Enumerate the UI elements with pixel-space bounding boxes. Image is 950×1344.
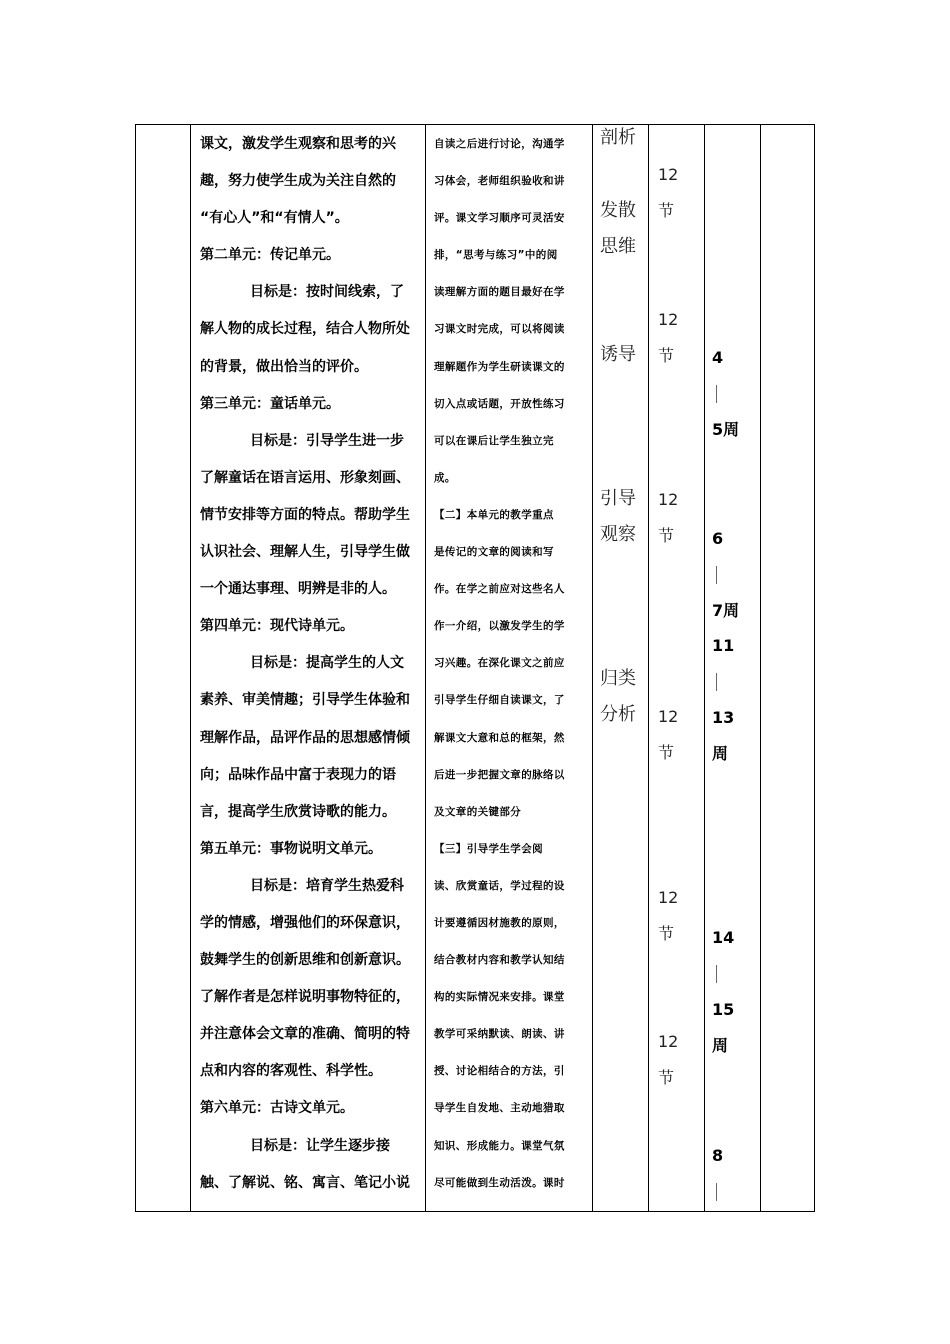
method-line: 导学生自发地、主动地猎取 bbox=[434, 1102, 565, 1115]
method-line: 可以在课后让学生独立完 bbox=[434, 434, 554, 447]
column-divider bbox=[704, 124, 705, 1212]
strategy-item: 发散 思维 bbox=[600, 200, 636, 257]
unit-heading: 第二单元：传记单元。 bbox=[200, 247, 340, 264]
column-divider bbox=[592, 124, 593, 1212]
method-line: 构的实际情况来安排。课堂 bbox=[434, 991, 565, 1004]
method-line: 读、欣赏童话，学过程的设 bbox=[434, 879, 565, 892]
strategy-item: 剖析 bbox=[600, 127, 636, 148]
goal-line: 一个通达事理、明辨是非的人。 bbox=[200, 581, 396, 598]
goal-line: 向；品味作品中富于表现力的语 bbox=[200, 766, 396, 783]
unit-heading: 第六单元：古诗文单元。 bbox=[200, 1100, 354, 1117]
method-line: 尽可能做到生动活泼。课时 bbox=[434, 1176, 565, 1189]
column-divider bbox=[425, 124, 426, 1212]
method-line: 读理解方面的题目最好在学 bbox=[434, 286, 565, 299]
unit-heading: 第三单元：童话单元。 bbox=[200, 395, 340, 412]
hours-item: 12 节 bbox=[658, 888, 679, 943]
range-divider bbox=[716, 1183, 717, 1201]
hours-item: 12 节 bbox=[658, 310, 679, 365]
method-line: 习体会，老师组织验收和讲 bbox=[434, 175, 565, 188]
method-line: 后进一步把握文章的脉络以 bbox=[434, 768, 565, 781]
range-divider bbox=[716, 385, 717, 403]
weeks-item: 6 7周 bbox=[712, 529, 740, 620]
unit-heading: 第四单元：现代诗单元。 bbox=[200, 618, 354, 635]
goal-line: 趣，努力使学生成为关注自然的 bbox=[200, 173, 396, 190]
method-line: 【二】本单元的教学重点 bbox=[434, 508, 554, 521]
method-line: 是传记的文章的阅读和写 bbox=[434, 546, 554, 559]
column-divider bbox=[190, 124, 191, 1212]
weeks-item: 11 13 周 bbox=[712, 636, 735, 763]
range-divider bbox=[716, 965, 717, 983]
method-line: 作一介绍，以激发学生的学 bbox=[434, 620, 565, 633]
strategy-item: 归类 分析 bbox=[600, 668, 636, 725]
goal-line: 解人物的成长过程，结合人物所处 bbox=[200, 321, 410, 338]
method-line: 评。课文学习顺序可灵活安 bbox=[434, 212, 565, 225]
method-line: 成。 bbox=[434, 471, 456, 484]
range-divider bbox=[716, 566, 717, 584]
hours-item: 12 节 bbox=[658, 490, 679, 545]
goal-line: “有心人”和“有情人”。 bbox=[200, 210, 349, 227]
hours-item: 12 节 bbox=[658, 707, 679, 762]
method-line: 解课文大意和总的框架，然 bbox=[434, 731, 565, 744]
goal-line: 点和内容的客观性、科学性。 bbox=[200, 1063, 382, 1080]
goal-line: 素养、审美情趣；引导学生体验和 bbox=[200, 692, 410, 709]
weeks-item: 14 15 周 bbox=[712, 928, 735, 1055]
goal-line: 触、了解说、铭、寓言、笔记小说 bbox=[200, 1174, 410, 1191]
unit-goals-cell bbox=[200, 126, 418, 1202]
method-line: 切入点或话题，开放性练习 bbox=[434, 397, 565, 410]
goal-line: 鼓舞学生的创新思维和创新意识。 bbox=[200, 952, 410, 969]
method-line: 排，“思考与练习”中的阅 bbox=[434, 249, 558, 262]
goal-line: 情节安排等方面的特点。帮助学生 bbox=[200, 506, 410, 523]
column-divider bbox=[648, 124, 649, 1212]
unit-heading: 第五单元：事物说明文单元。 bbox=[200, 840, 382, 857]
hours-item: 12 节 bbox=[658, 1032, 679, 1087]
method-line: 及文章的关键部分 bbox=[434, 805, 522, 818]
goal-line: 目标是：培育学生热爱科 bbox=[250, 877, 404, 894]
teaching-methods-cell bbox=[434, 126, 586, 1202]
goal-line: 目标是：按时间线索，了 bbox=[250, 284, 404, 301]
goal-line: 了解作者是怎样说明事物特征的， bbox=[200, 989, 410, 1006]
goal-line: 学的情感，增强他们的环保意识， bbox=[200, 914, 410, 931]
goal-line: 并注意体会文章的准确、简明的特 bbox=[200, 1026, 410, 1043]
goal-line: 认识社会、理解人生，引导学生做 bbox=[200, 544, 410, 561]
column-divider bbox=[760, 124, 761, 1212]
strategy-item: 诱导 bbox=[600, 344, 636, 365]
method-line: 引导学生仔细自读课文，了 bbox=[434, 694, 565, 707]
goal-line: 目标是：引导学生进一步 bbox=[250, 432, 404, 449]
method-line: 自读之后进行讨论，沟通学 bbox=[434, 138, 565, 150]
goal-line: 目标是：提高学生的人文 bbox=[250, 655, 404, 672]
weeks-item: 4 5周 bbox=[712, 348, 740, 439]
method-line: 授、讨论相结合的方法，引 bbox=[434, 1065, 565, 1078]
method-line: 计要遵循因材施教的原则， bbox=[434, 916, 565, 929]
strategy-item: 引导 观察 bbox=[600, 488, 636, 545]
method-line: 作。在学之前应对这些名人 bbox=[434, 583, 565, 596]
method-line: 知识、形成能力。课堂气氛 bbox=[434, 1139, 565, 1152]
weeks-item: 8 bbox=[712, 1138, 723, 1210]
goal-line: 课文，激发学生观察和思考的兴 bbox=[200, 136, 396, 152]
goal-line: 目标是：让学生逐步接 bbox=[250, 1137, 390, 1154]
method-line: 习课文时完成，可以将阅读 bbox=[434, 323, 565, 336]
goal-line: 言，提高学生欣赏诗歌的能力。 bbox=[200, 803, 396, 820]
range-divider bbox=[716, 673, 717, 691]
goal-line: 了解童话在语言运用、形象刻画、 bbox=[200, 469, 410, 486]
hours-item: 12 节 bbox=[658, 165, 679, 220]
method-line: 教学可采纳默读、朗读、讲 bbox=[434, 1028, 565, 1041]
method-line: 【三】引导学生学会阅 bbox=[434, 842, 543, 855]
method-line: 习兴趣。在深化课文之前应 bbox=[434, 657, 565, 670]
goal-line: 的背景，做出恰当的评价。 bbox=[200, 358, 368, 375]
method-line: 理解题作为学生研读课文的 bbox=[434, 360, 565, 373]
method-line: 结合教材内容和教学认知结 bbox=[434, 954, 565, 967]
goal-line: 理解作品，品评作品的思想感情倾 bbox=[200, 729, 410, 746]
